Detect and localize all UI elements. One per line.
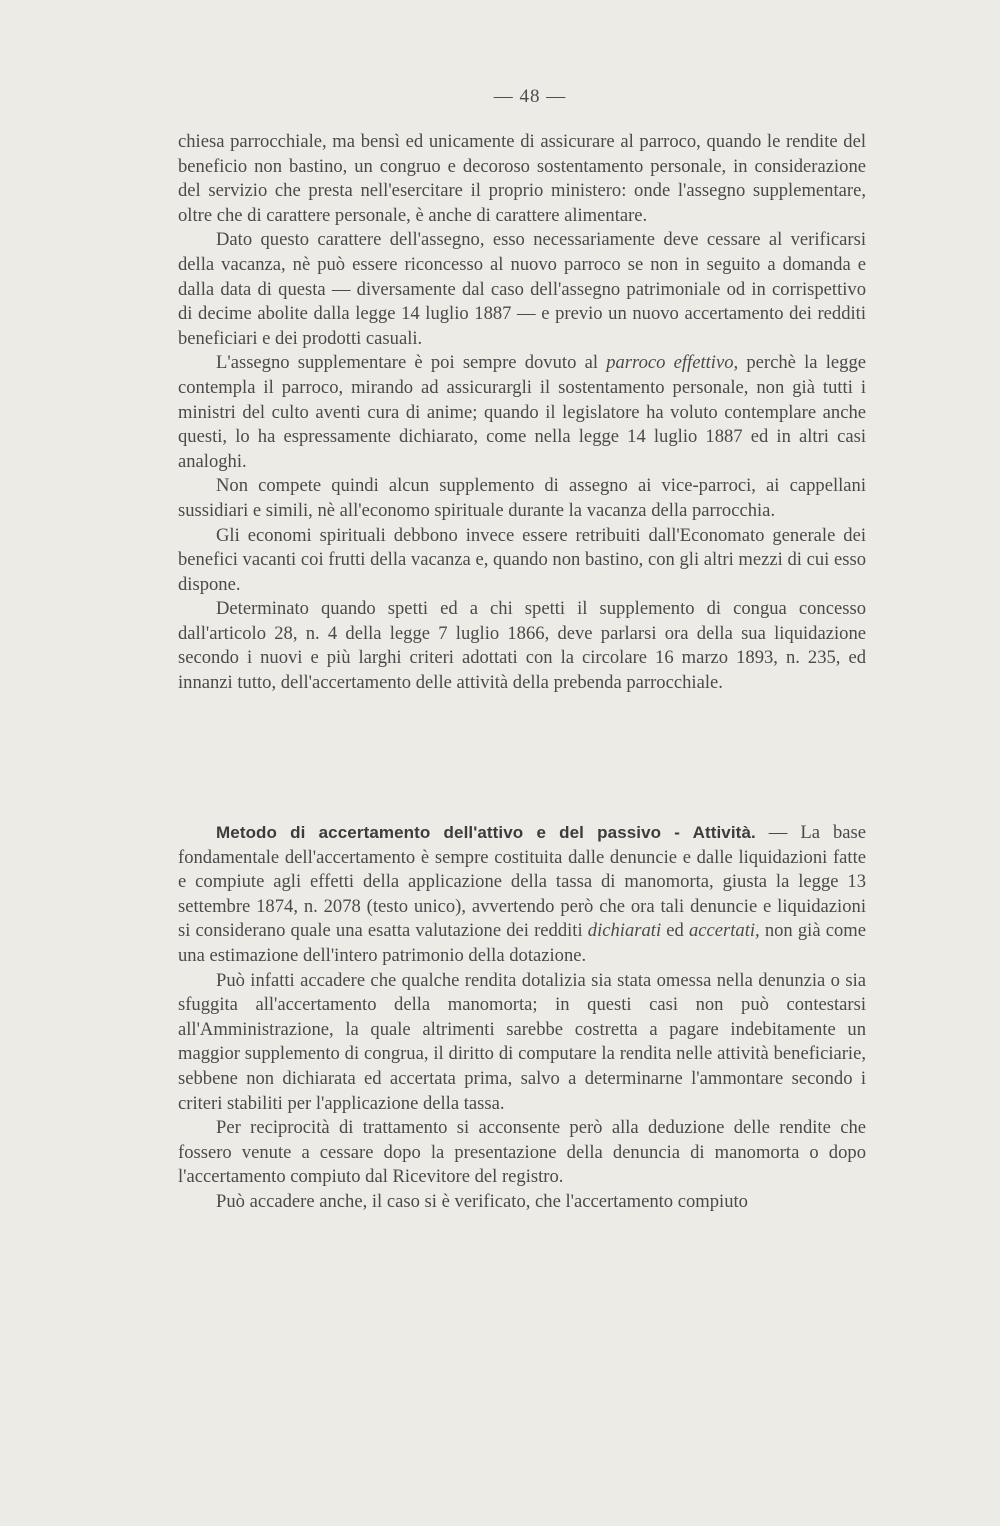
italic-term: parroco effettivo, [606, 352, 739, 374]
paragraph-section-intro [178, 821, 866, 969]
paragraph-omitted-income: Può infatti accadere che qualche rendita dotalizia sia stata omessa nella denunzia o sia sfuggita all'accertamento della manomorta; in questi casi non può contestarsi all'Amministrazione, la quale altrimenti sarebbe costretta a pagare indebitamente un maggior supplemento di congrua, il diritto di computare la rendita nelle attività beneficiarie, sebbene non dichiarata ed accertata prima, salvo a determinarne l'ammontare secondo i criteri stabiliti per l'applicazione della tassa. [178, 969, 866, 1114]
paragraph-continuing: Può accadere anche, il caso si è verificato, che l'accertamento compiuto [216, 1190, 748, 1212]
body-text-section [178, 821, 866, 1215]
paragraph-text: — La base fondamentale dell'accertamento è sempre costituita dalle denuncie e dalle liquidazioni fatte e compiute agli effetti della applicazione della tassa di manomorta, giusta la legge 13 settembre 1874, n. 2078 (testo unico), avvertendo però che ora tali denuncie e liquidazioni si considerano quale una esatta valutazione dei redditi [178, 822, 866, 942]
paragraph-text: perchè la legge contempla il parroco, mirando ad assicurargli il sostentamento personale, non già tutti i ministri del culto aventi cura di anime; quando il legislatore ha voluto contemplare anche questi, lo ha espressamente dichiarato, come nella legge 14 luglio 1887 ed in altri casi analoghi. [178, 352, 867, 472]
paragraph-text: ed [661, 920, 689, 942]
paragraph-spiritual-stewards: Gli economi spirituali debbono invece essere retribuiti dall'Economato generale dei benefici vacanti coi frutti della vacanza e, quando non bastino, con gli altri mezzi di cui esso dispone. [178, 524, 866, 595]
paragraph-vacancy: Dato questo carattere dell'assegno, esso necessariamente deve cessare al verificarsi della vacanza, nè può essere riconcesso al nuovo parroco se non in seguito a domanda e dalla data di questa — diversamente dal caso dell'assegno patrimoniale od in corrispettivo di decime abolite dalla legge 14 luglio 1887 — e previo un nuovo accertamento dei redditi beneficiari e dei prodotti casuali. [178, 229, 866, 349]
page-number: — 48 — [493, 86, 567, 107]
paragraph-continuation: chiesa parrocchiale, ma bensì ed unicamente di assicurare al parroco, quando le rendite del beneficio non bastino, un congruo e decoroso sostentamento personale, in considerazione del servizio che presta nell'esercitare il proprio ministero: onde l'assegno supplementare, oltre che di carattere personale, è anche di carattere alimentare. [178, 131, 866, 226]
body-text-top [178, 130, 866, 696]
italic-term: accertati, [688, 920, 760, 942]
paragraph-text: L'assegno supplementare è poi sempre dovuto al [216, 352, 607, 374]
italic-term: dichiarati [587, 920, 662, 942]
paragraph-reciprocity: Per reciprocità di trattamento si acconsente però alla deduzione delle rendite che fossero venute a cessare dopo la presentazione della denuncia di manomorta o dopo l'accertamento compiuto dal Ricevitore del registro. [178, 1117, 866, 1188]
paragraph-text: non già come una estimazione dell'intero patrimonio della dotazione. [178, 920, 866, 966]
paragraph-vice-parish-priests: Non compete quindi alcun supplemento di assegno ai vice-parroci, ai cappellani sussidiari e simili, nè all'economo spirituale durante la vacanza della parrocchia. [178, 475, 866, 521]
paragraph-effective-parish-priest [178, 351, 866, 474]
section-heading: Metodo di accertamento dell'attivo e del passivo - Attività. [216, 823, 756, 842]
paragraph-liquidation: Determinato quando spetti ed a chi spetti il supplemento di congua concesso dall'articolo 28, n. 4 della legge 7 luglio 1866, deve parlarsi ora della sua liquidazione secondo i nuovi e più larghi criteri adottati con la circolare 16 marzo 1893, n. 235, ed innanzi tutto, dell'accertamento delle attività della prebenda parrocchiale. [178, 598, 866, 694]
